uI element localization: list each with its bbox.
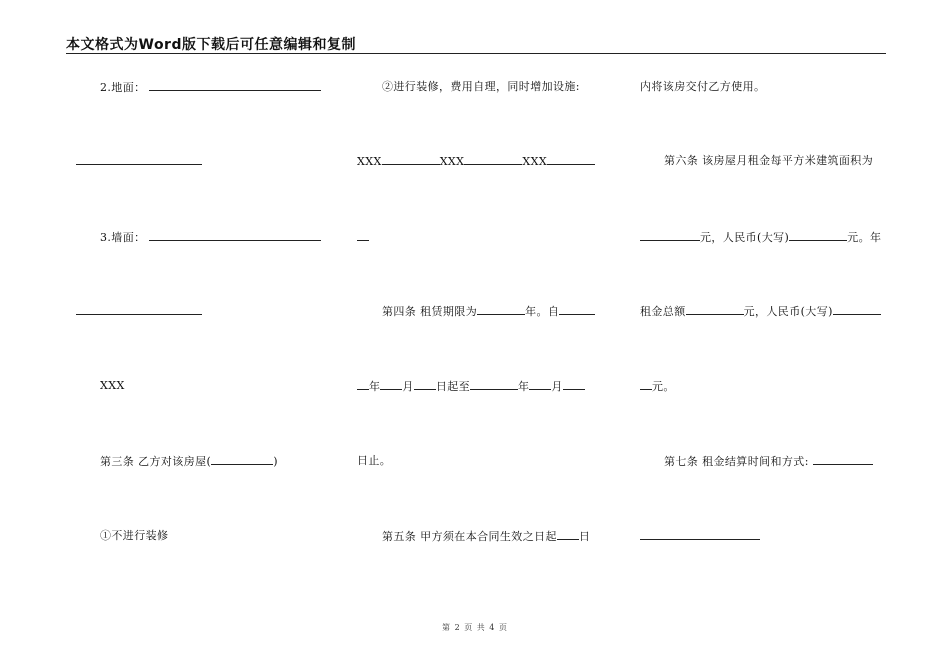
article-4-from: 年。自: [525, 305, 560, 318]
facility-xxx-1: XXX: [357, 155, 382, 168]
article-3-text: 第三条 乙方对该房屋(: [100, 455, 212, 468]
lease-dates-line: [357, 379, 585, 394]
wall-blank-2: [76, 304, 202, 315]
header-divider: [66, 53, 886, 54]
wall-line: [100, 230, 321, 245]
lease-end: 日止。: [357, 454, 392, 467]
end-day-blank: [563, 379, 585, 390]
article-3-line: [100, 454, 278, 469]
start-month-blank: [380, 379, 402, 390]
total-uppercase-blank: [833, 304, 881, 315]
day-to-label: 日起至: [435, 380, 471, 393]
payment-method-blank: [813, 454, 873, 465]
payment-method-continuation: [640, 529, 760, 544]
lease-start-blank: [559, 304, 595, 315]
article-3-blank: [211, 454, 273, 465]
rent-per-sqm-blank: [640, 230, 700, 241]
delivery-text: 内将该房交付乙方使用。: [640, 80, 766, 93]
article-4-line: [382, 304, 595, 319]
col1-xxx: XXX: [100, 379, 125, 392]
article-7-text: 第七条 租金结算时间和方式:: [664, 455, 809, 468]
wall-blank: [149, 230, 321, 241]
start-day-blank: [414, 379, 436, 390]
page-number: 第 2 页 共 4 页: [442, 623, 508, 632]
monthly-rent-line: [640, 230, 881, 245]
total-rent-label: 租金总额: [640, 305, 686, 318]
facilities-continuation: [357, 230, 369, 245]
floor-blank-2: [76, 154, 202, 165]
total-rent-continuation: [640, 379, 675, 394]
rent-uppercase-blank: [789, 230, 847, 241]
yuan-year-label: 元。年: [847, 231, 882, 244]
document-header-title: 本文格式为Word版下载后可任意编辑和复制: [66, 37, 356, 53]
article-5-line: [382, 529, 590, 544]
wall-continuation-line: [76, 304, 202, 319]
wall-label: 3.墙面：: [100, 231, 146, 244]
floor-blank: [149, 80, 321, 91]
end-year-blank: [470, 379, 518, 390]
start-year-blank: [357, 379, 369, 390]
article-6-text: 第六条 该房屋月租金每平方米建筑面积为: [664, 154, 874, 167]
year-label-2: 年: [518, 380, 530, 393]
end-month-blank: [529, 379, 551, 390]
floor-line: [100, 80, 321, 95]
facility-blank-2: [464, 154, 522, 165]
lease-years-blank: [477, 304, 525, 315]
article-3-close: ): [273, 455, 278, 468]
rmb-uppercase-label: 元，人民币(大写): [700, 231, 790, 244]
total-uppercase-blank-2: [640, 379, 652, 390]
total-rent-line: [640, 304, 881, 319]
month-label-2: 月: [551, 380, 563, 393]
facility-blank-1: [382, 154, 440, 165]
rmb-uppercase-label-2: 元，人民币(大写): [743, 305, 833, 318]
article-4-text: 第四条 租赁期限为: [382, 305, 478, 318]
facility-xxx-2: XXX: [439, 155, 465, 168]
renovation-option: ②进行装修，费用自理，同时增加设施:: [382, 80, 580, 93]
facility-blank-3: [547, 154, 595, 165]
no-renovation-option: ①不进行装修: [100, 529, 169, 542]
delivery-days-blank: [557, 529, 579, 540]
article-7-line: [664, 454, 873, 469]
month-label: 月: [402, 380, 414, 393]
total-rent-blank: [686, 304, 744, 315]
floor-label: 2.地面：: [100, 81, 146, 94]
article-5-text: 第五条 甲方须在本合同生效之日起: [382, 530, 557, 543]
floor-continuation-line: [76, 154, 202, 169]
day-label: 日: [578, 530, 591, 543]
facility-xxx-3: XXX: [522, 155, 548, 168]
payment-method-blank-2: [640, 529, 760, 540]
year-label: 年: [369, 380, 381, 393]
facilities-line: [357, 154, 595, 169]
yuan-end-label: 元。: [652, 380, 675, 393]
facility-blank-4: [357, 230, 369, 241]
